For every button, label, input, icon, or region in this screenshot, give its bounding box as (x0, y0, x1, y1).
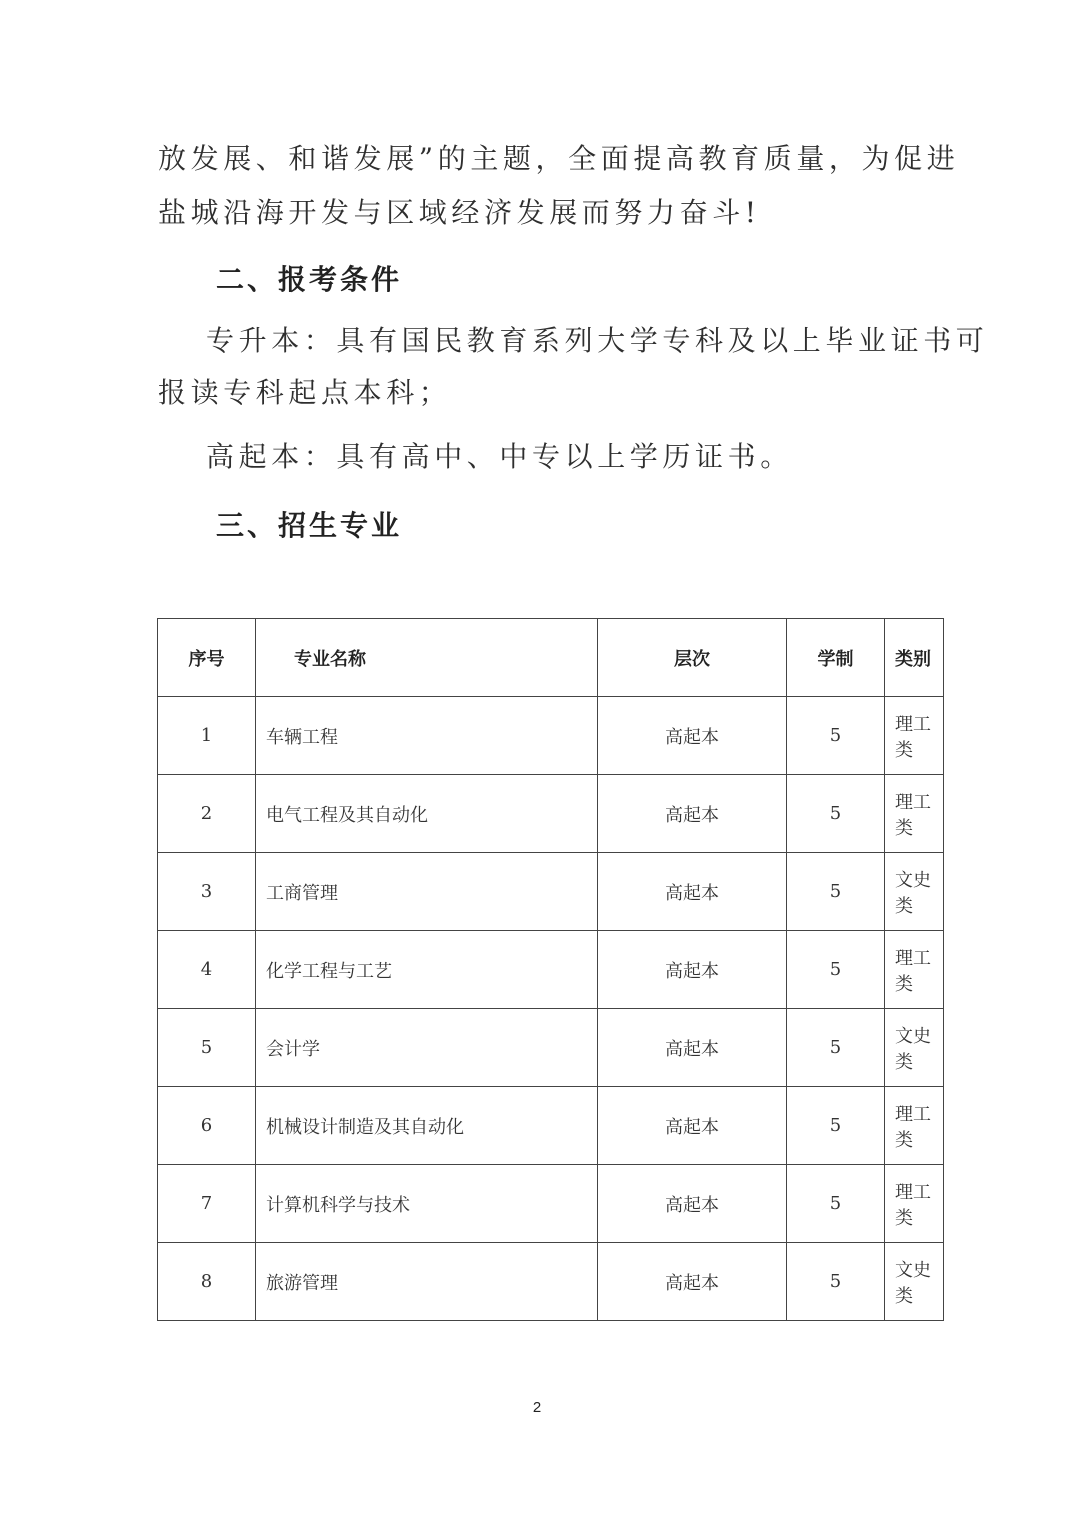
requirement-upgrade-line-2: 报读专科起点本科； (158, 376, 452, 409)
row-category: 理工类 (885, 775, 944, 853)
row-level: 高起本 (598, 1009, 787, 1087)
row-no: 6 (158, 1087, 256, 1165)
section-heading-requirements: 二、报考条件 (216, 263, 403, 296)
table-row (158, 697, 944, 775)
table-row (158, 853, 944, 931)
row-no: 3 (158, 853, 256, 931)
requirement-highschool: 高起本：具有高中、中专以上学历证书。 (206, 440, 793, 473)
row-level: 高起本 (598, 1243, 787, 1321)
header-years: 学制 (787, 619, 885, 697)
row-no: 5 (158, 1009, 256, 1087)
row-years: 5 (787, 931, 885, 1009)
header-category: 类别 (885, 619, 944, 697)
row-category: 理工类 (885, 1165, 944, 1243)
row-years: 5 (787, 853, 885, 931)
row-name: 电气工程及其自动化 (256, 775, 598, 853)
row-name: 工商管理 (256, 853, 598, 931)
intro-line-1: 放发展、和谐发展”的主题，全面提高教育质量，为促进 (158, 142, 960, 175)
row-years: 5 (787, 697, 885, 775)
table-header-row (158, 619, 944, 697)
row-name: 计算机科学与技术 (256, 1165, 598, 1243)
row-years: 5 (787, 1165, 885, 1243)
row-category: 理工类 (885, 1087, 944, 1165)
row-no: 8 (158, 1243, 256, 1321)
table-row (158, 1165, 944, 1243)
section-heading-majors: 三、招生专业 (216, 509, 403, 542)
row-level: 高起本 (598, 775, 787, 853)
row-name: 车辆工程 (256, 697, 598, 775)
table-row (158, 1243, 944, 1321)
row-name: 化学工程与工艺 (256, 931, 598, 1009)
row-category: 文史类 (885, 1243, 944, 1321)
header-name: 专业名称 (256, 619, 598, 697)
row-level: 高起本 (598, 853, 787, 931)
row-name: 旅游管理 (256, 1243, 598, 1321)
row-no: 2 (158, 775, 256, 853)
row-level: 高起本 (598, 1165, 787, 1243)
row-years: 5 (787, 775, 885, 853)
table-row (158, 931, 944, 1009)
requirement-upgrade-line-1: 专升本：具有国民教育系列大学专科及以上毕业证书可 (206, 324, 989, 357)
row-level: 高起本 (598, 1087, 787, 1165)
majors-table (157, 618, 944, 1321)
row-category: 文史类 (885, 853, 944, 931)
row-no: 4 (158, 931, 256, 1009)
row-name: 机械设计制造及其自动化 (256, 1087, 598, 1165)
table-row (158, 775, 944, 853)
row-level: 高起本 (598, 931, 787, 1009)
row-level: 高起本 (598, 697, 787, 775)
row-years: 5 (787, 1243, 885, 1321)
row-years: 5 (787, 1009, 885, 1087)
page-number: 2 (532, 1399, 542, 1416)
intro-line-2: 盐城沿海开发与区域经济发展而努力奋斗! (158, 196, 761, 229)
table-row (158, 1009, 944, 1087)
row-category: 文史类 (885, 1009, 944, 1087)
header-level: 层次 (598, 619, 787, 697)
header-no: 序号 (158, 619, 256, 697)
row-name: 会计学 (256, 1009, 598, 1087)
row-category: 理工类 (885, 931, 944, 1009)
row-years: 5 (787, 1087, 885, 1165)
table-row (158, 1087, 944, 1165)
row-category: 理工类 (885, 697, 944, 775)
row-no: 7 (158, 1165, 256, 1243)
row-no: 1 (158, 697, 256, 775)
